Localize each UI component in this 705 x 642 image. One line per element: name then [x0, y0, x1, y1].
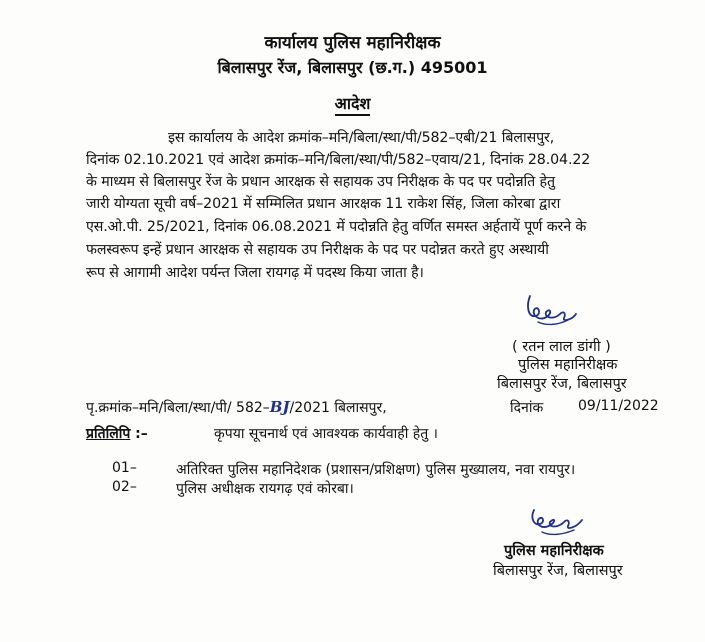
reference-number	[86, 398, 387, 417]
signature-mark	[528, 506, 586, 540]
footer-designation: पुलिस महानिरीक्षक	[504, 543, 604, 559]
order-body-line: के माध्यम से बिलासपुर रेंज के प्रधान आरक्षक से सहायक उप निरीक्षक के पद पर पदोन्नति हेतु	[86, 174, 555, 190]
copy-item-text: अतिरिक्त पुलिस महानिदेशक (प्रशासन/प्रशिक्षण) पुलिस मुख्यालय, नवा रायपुर।	[176, 462, 576, 478]
copy-item-text: पुलिस अधीक्षक रायगढ़ एवं कोरबा।	[176, 481, 354, 497]
office-title: कार्यालय पुलिस महानिरीक्षक	[264, 33, 441, 53]
reference-prefix: पृ.क्रमांक–मनि/बिला/स्था/पी/ 582–	[86, 400, 270, 416]
order-heading-text: आदेश	[335, 94, 371, 116]
copy-to-separator: :–	[135, 426, 148, 442]
copy-item-number: 02–	[112, 479, 137, 495]
copy-to-label-text: प्रतिलिपि	[86, 426, 131, 442]
order-body-line: इस कार्यालय के आदेश क्रमांक–मनि/बिला/स्था/पी/582–एबी/21 बिलासपुर,	[168, 130, 555, 146]
reference-handwritten-code: BJ	[269, 398, 290, 416]
copy-to-text: कृपया सूचनार्थ एवं आवश्यक कार्यवाही हेतु ।	[214, 426, 438, 442]
reference-date: 09/11/2022	[578, 398, 659, 414]
footer-place: बिलासपुर रेंज, बिलासपुर	[493, 563, 623, 579]
order-body-line: फलस्वरूप इन्हें प्रधान आरक्षक से सहायक उप निरीक्षक के पद पर पदोन्नत करते हुए अस्थायी	[86, 242, 549, 258]
order-heading	[0, 92, 705, 114]
copy-to-label	[86, 424, 148, 443]
office-address: बिलासपुर रेंज, बिलासपुर (छ.ग.) 495001	[217, 58, 488, 77]
signatory-name: ( रतन लाल डांगी )	[512, 339, 611, 355]
order-body-line: जारी योग्यता सूची वर्ष–2021 में सम्मिलित प्रधान आरक्षक 11 राकेश सिंह, जिला कोरबा द्वारा	[86, 196, 561, 212]
order-body-line: रूप से आगामी आदेश पर्यन्त जिला रायगढ़ में पदस्थ किया जाता है।	[86, 265, 424, 281]
signatory-place: बिलासपुर रेंज, बिलासपुर	[497, 376, 627, 392]
order-body-line: दिनांक 02.10.2021 एवं आदेश क्रमांक–मनि/बिला/स्था/पी/582–एवाय/21, दिनांक 28.04.22	[86, 152, 591, 168]
order-body-line: एस.ओ.पी. 25/2021, दिनांक 06.08.2021 में पदोन्नति हेतु वर्णित समस्त अर्हतायें पूर्ण करने के	[86, 219, 587, 235]
signature-mark	[522, 292, 582, 336]
signatory-designation: पुलिस महानिरीक्षक	[518, 357, 618, 373]
copy-item-number: 01–	[112, 460, 137, 476]
reference-suffix: /2021 बिलासपुर,	[289, 400, 387, 416]
reference-date-label: दिनांक	[510, 400, 544, 416]
